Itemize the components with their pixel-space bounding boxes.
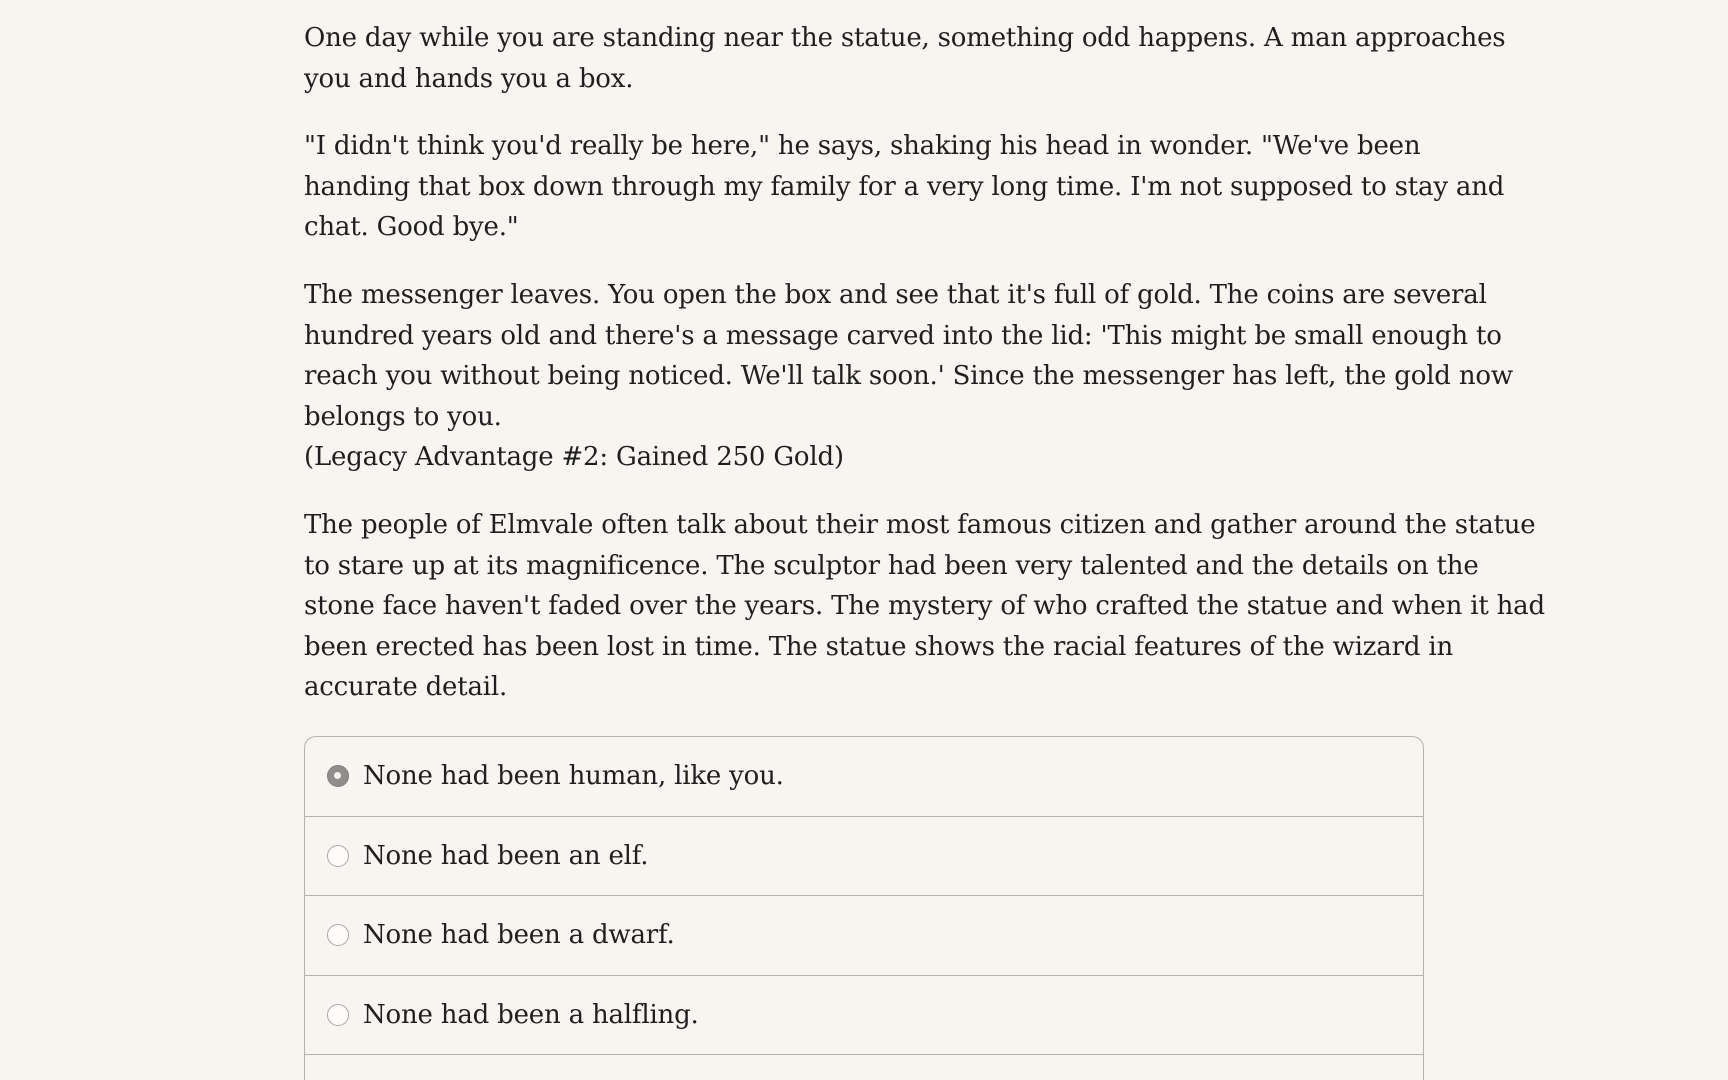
radio-button[interactable] [327, 845, 349, 867]
choice-option-elf[interactable] [305, 817, 1423, 897]
choice-label: None had been a dwarf. [363, 920, 675, 951]
story-text [304, 18, 1545, 735]
story-line: you and hands you a box. [304, 63, 634, 94]
story-line: One day while you are standing near the statue, something odd happens. A man approaches [304, 23, 1506, 53]
story-paragraph-1 [304, 18, 1506, 99]
choice-list [304, 736, 1424, 1080]
radio-button[interactable] [327, 924, 349, 946]
choice-option-dwarf[interactable] [305, 896, 1423, 976]
choice-label: None had been a halfling. [363, 999, 699, 1030]
story-line: The people of Elmvale often talk about their most famous citizen and gather around the statue [304, 509, 1536, 540]
story-line: stone face haven't faded over the years. The mystery of who crafted the statue and when it had [304, 591, 1545, 622]
choice-option-human[interactable] [305, 737, 1423, 817]
story-paragraph-3 [304, 275, 1513, 478]
story-paragraph-2 [304, 126, 1505, 248]
choice-label: None had been human, like you. [363, 761, 784, 792]
choice-option-halfling[interactable] [305, 976, 1423, 1056]
choice-option-partial[interactable] [305, 1055, 1423, 1080]
story-line: been erected has been lost in time. The statue shows the racial features of the wizard in [304, 631, 1453, 662]
story-line: chat. Good bye." [304, 212, 519, 243]
legacy-advantage-note: (Legacy Advantage #2: Gained 250 Gold) [304, 442, 844, 473]
radio-button[interactable] [327, 765, 349, 787]
story-line: belongs to you. [304, 401, 502, 432]
story-line: to stare up at its magnificence. The sculptor had been very talented and the details on the [304, 550, 1479, 581]
story-line: handing that box down through my family for a very long time. I'm not supposed to stay and [304, 171, 1505, 202]
choice-label: None had been an elf. [363, 840, 649, 871]
radio-button[interactable] [327, 1004, 349, 1026]
story-line: accurate detail. [304, 672, 508, 703]
story-line: "I didn't think you'd really be here," he says, shaking his head in wonder. "We've been [304, 131, 1421, 162]
story-line: hundred years old and there's a message carved into the lid: 'This might be small enough to [304, 320, 1502, 351]
story-paragraph-4 [304, 505, 1545, 708]
story-line: reach you without being noticed. We'll talk soon.' Since the messenger has left, the gold now [304, 361, 1513, 392]
story-line: The messenger leaves. You open the box and see that it's full of gold. The coins are several [304, 279, 1487, 310]
